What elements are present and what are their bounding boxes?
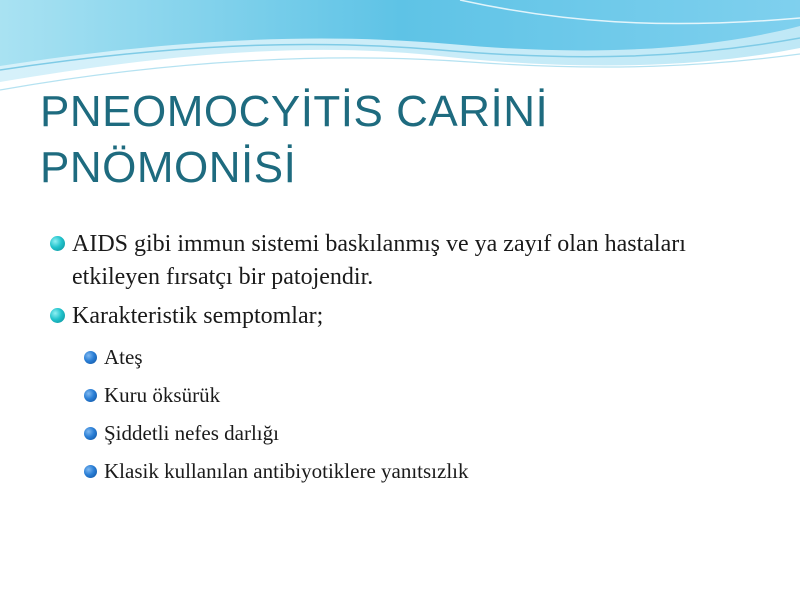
slide-title-line-1: PNEOMOCYİTİS CARİNİ bbox=[40, 87, 549, 136]
sub-bullet-item bbox=[48, 343, 748, 371]
bullet-dot-icon bbox=[50, 308, 65, 323]
sub-bullet-text: Kuru öksürük bbox=[104, 383, 221, 407]
bullet-item bbox=[48, 228, 748, 294]
sub-bullet-dot-icon bbox=[84, 427, 97, 440]
sub-bullet-dot-icon bbox=[84, 465, 97, 478]
sub-bullet-item bbox=[48, 457, 748, 485]
sub-bullet-text: Klasik kullanılan antibiyotiklere yanıtsızlık bbox=[104, 459, 469, 483]
slide-title bbox=[40, 84, 760, 196]
bullet-text: AIDS gibi immun sistemi baskılanmış ve ya zayıf olan hastaları etkileyen fırsatçı bir patojendir. bbox=[72, 231, 686, 290]
sub-bullet-list bbox=[48, 343, 748, 485]
sub-bullet-text: Şiddetli nefes darlığı bbox=[104, 421, 279, 445]
sub-bullet-dot-icon bbox=[84, 389, 97, 402]
sub-bullet-item bbox=[48, 381, 748, 409]
bullet-item bbox=[48, 300, 748, 333]
slide-title-line-2: PNÖMONİSİ bbox=[40, 143, 297, 192]
bullet-dot-icon bbox=[50, 236, 65, 251]
sub-bullet-text: Ateş bbox=[104, 345, 143, 369]
sub-bullet-dot-icon bbox=[84, 351, 97, 364]
bullet-text: Karakteristik semptomlar; bbox=[72, 303, 324, 329]
slide-body bbox=[48, 228, 748, 485]
sub-bullet-item bbox=[48, 419, 748, 447]
